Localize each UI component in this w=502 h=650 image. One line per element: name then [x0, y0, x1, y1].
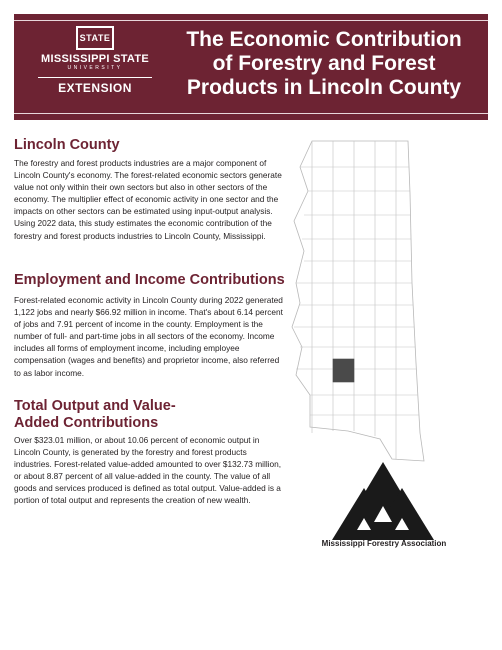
- msu-state-mark-icon: STATE: [76, 26, 114, 50]
- mississippi-county-map-icon: [288, 133, 480, 473]
- logo-divider: [38, 77, 152, 78]
- section-body-lincoln-county: The forestry and forest products industries are a major component of Lincoln County's economy. The forest-related economic sectors generate value not only within their own sectors but also in other sectors of the economy. The multiplier effect of economic activity in one sector and the impacts on other sectors can be estimated using input-output analysis. Using 2022 data, this study estimates the economic contribution of the forestry and forest products industries to Lincoln County, Mississippi.: [14, 158, 282, 241]
- title-line: The Economic Contribution: [186, 28, 462, 51]
- lincoln-county-highlight: [333, 359, 354, 382]
- section-heading-lincoln-county: Lincoln County: [14, 137, 120, 153]
- title-line: of Forestry and Forest: [212, 52, 436, 75]
- mfa-logo-icon: [308, 458, 458, 548]
- page-title: [174, 28, 474, 100]
- msu-extension-logo: [32, 26, 158, 108]
- mfa-caption: Mississippi Forestry Association: [321, 539, 447, 548]
- section-heading-output: [14, 398, 176, 432]
- logo-university: UNIVERSITY: [67, 65, 123, 71]
- section-body-output: Over $323.01 million, or about 10.06 percent of economic output in Lincoln County, is generated by the forestry and forest products industries. Forest-related value-added amounted to over $132.73 million, or about 8.87 percent of all value-added in the county. The value of all goods and services produced is defined as total output. Value-added is a portion of total output and represents the creation of new wealth.: [14, 435, 282, 506]
- title-line: Products in Lincoln County: [186, 76, 462, 99]
- logo-extension: EXTENSION: [58, 81, 132, 95]
- logo-name: MISSISSIPPI STATE: [41, 53, 149, 65]
- heading-line: Total Output and Value-: [14, 398, 176, 414]
- section-heading-employment: Employment and Income Contributions: [14, 272, 285, 288]
- heading-line: Added Contributions: [14, 415, 159, 431]
- section-body-employment: Forest-related economic activity in Lincoln County during 2022 generated 1,122 jobs and nearly $66.92 million in income. That's about 6.14 percent of jobs and 7.91 percent of income in the county. Employment is the number of full- and part-time jobs in all sectors of the economy. Income includes all forms of employment income, including employee compensation (wages and benefits) and proprietor income, also referred to as labor income.: [14, 295, 283, 378]
- header-banner: [14, 14, 488, 120]
